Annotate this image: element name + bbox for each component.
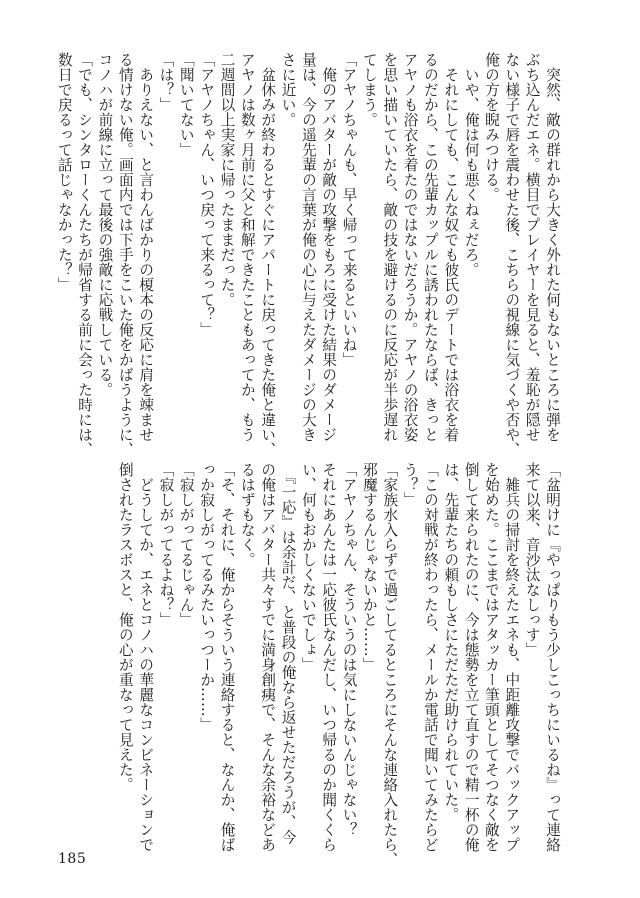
text-line: 『一応』は余計だ、と普段の俺なら返せただろうが、今 <box>279 462 297 845</box>
text-line: 「アヤノちゃん、そういうのは気にしないんじゃない？ <box>340 462 358 837</box>
text-line: アヤノは数ヶ月前に父と和解できたこともあってか、もう <box>238 52 256 442</box>
text-line: は、先輩たちの頼もしさにただただ助けられていた。 <box>442 462 460 822</box>
text-line: 「寂しがってるじゃん」 <box>177 462 195 627</box>
text-line: 俺の方を睨みつける。 <box>482 52 500 202</box>
text-line: てしまう。 <box>360 52 378 127</box>
text-line: アヤノも浴衣を着たのではないだろうか。アヤノの浴衣姿 <box>401 52 419 442</box>
text-block-top <box>55 52 562 457</box>
text-line: 「アヤノちゃんも、早く帰って来るといいね」 <box>340 52 358 367</box>
page-number: 185 <box>58 851 87 867</box>
text-line: う？」 <box>401 462 419 507</box>
text-line: 「聞いてない」 <box>177 52 195 157</box>
text-line: さに近い。 <box>279 52 297 127</box>
text-line: 「は？」 <box>157 52 175 112</box>
text-line: 量は、今の遥先輩の言葉が俺の心に与えたダメージの大き <box>299 52 317 442</box>
text-line: い、何もおかしくないでしょ」 <box>299 462 317 672</box>
text-line: を思い描いていたら、敵の技を避けるのに反応が半歩遅れ <box>381 52 399 442</box>
text-line: る情けない俺。画面内では下手をこいた俺をかばうように、 <box>116 52 134 457</box>
text-line: コノハが前線に立って最後の強敵に応戦している。 <box>96 52 114 397</box>
text-line: るのだから、この先輩カップルに誘われたならば、きっと <box>421 52 439 442</box>
text-line: 突然、敵の群れから大きく外れた何もないところに弾を <box>544 52 561 442</box>
text-line: るはずもなく。 <box>238 462 256 567</box>
text-line: っか寂しがってるみたいっつーか……」 <box>198 462 216 732</box>
text-line: ありえない、と言わんばかりの榎本の反応に肩を竦ませ <box>137 52 155 442</box>
text-line: ない様子で唇を震わせた後、こちらの視線に気づくや否や、 <box>503 52 521 457</box>
text-line: 二週間以上実家に帰ったままだった。 <box>218 52 236 307</box>
text-line: どうしてか、エネとコノハの華麗なコンビネーションで <box>137 462 155 852</box>
text-line: 倒して来られたのに、今は態勢を立て直すので精一杯の俺 <box>462 462 480 852</box>
text-line: 「家族水入らずで過ごしてるところにそんな連絡入れたら、 <box>381 462 399 867</box>
text-line: 「寂しがってるよね？」 <box>157 462 175 627</box>
text-line: 「盆明けに『やっぱりもう少しこっちにいるね』って連絡 <box>544 462 561 852</box>
text-line: 「でも、シンタローくんたちが帰省する前に会った時には、 <box>76 52 94 457</box>
text-block-bottom <box>74 462 562 867</box>
text-line: ぶち込んだエネ。横目でプレイヤーを見ると、羞恥が隠せ <box>523 52 541 442</box>
text-line: 俺のアバターが敵の攻撃をもろに受けた結果のダメージ <box>320 52 338 442</box>
text-line: 盆休みが終わるとすぐにアパートに戻ってきた俺と違い、 <box>259 52 277 457</box>
text-line: それにしても、こんな奴でも彼氏のデートでは浴衣を着 <box>442 52 460 442</box>
text-line: 「この対戦が終わったら、メールか電話で聞いてみたらど <box>421 462 439 852</box>
text-line: の俺はアバター共々すでに満身創痍で、そんな余裕などあ <box>259 462 277 852</box>
text-line: それにあんたは一応彼氏なんだし、いつ帰るのか聞くくら <box>320 462 338 852</box>
text-line: 「そ、それに、俺からそういう連絡すると、なんか、俺ば <box>218 462 236 852</box>
text-line: 雑兵の掃討を終えたエネも、中距離攻撃でバックアップ <box>503 462 521 852</box>
text-line: 倒されたラスボスと、俺の心が重なって見えた。 <box>116 462 134 792</box>
text-line: を始めた。ここまではアタッカー筆頭としてそつなく敵を <box>482 462 500 852</box>
text-line: 邪魔するんじゃないかと……」 <box>360 462 378 672</box>
text-line: 数日で戻るって話じゃなかった？」 <box>55 52 73 292</box>
text-line: 来て以来、音沙汰なしっす」 <box>523 462 541 657</box>
text-line: いや、俺は何も悪くねぇだろ。 <box>462 52 480 277</box>
text-line: 「アヤノちゃん、いつ戻って来るって？」 <box>198 52 216 337</box>
